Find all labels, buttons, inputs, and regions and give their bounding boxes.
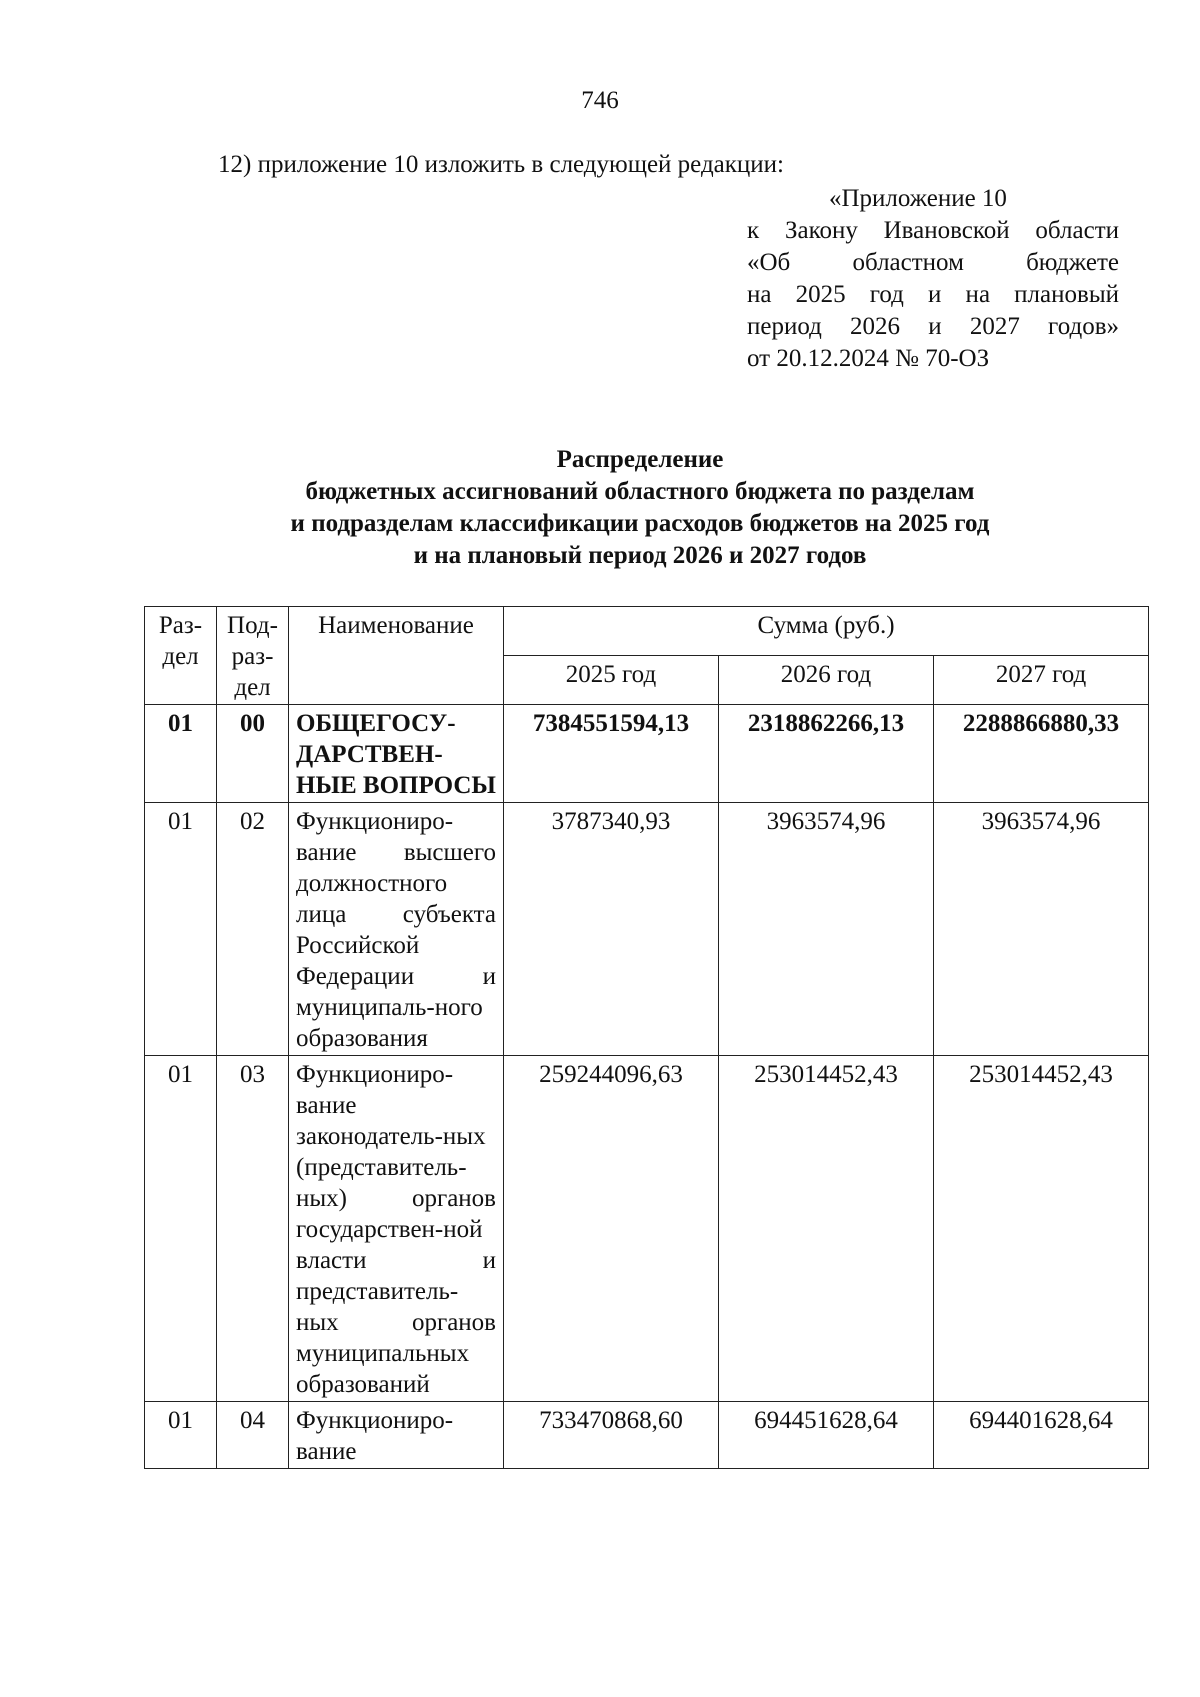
title-line-1: Распределение [556,446,724,473]
row-value-2026: 253014452,43 [719,1056,934,1402]
row-value-2027: 3963574,96 [934,803,1149,1056]
row-value-2027: 694401628,64 [934,1402,1149,1469]
title-line-2: бюджетных ассигнований областного бюджета по разделам [305,478,975,505]
table-row [145,1056,1149,1402]
appendix-line-1: «Приложение 10 [829,185,1007,212]
budget-table [144,606,1149,1469]
row-value-2026: 694451628,64 [719,1402,934,1469]
title-line-3: и подразделам классификации расходов бюджетов на 2025 год [290,510,990,537]
row-subsection: 00 [217,705,289,803]
appendix-line-5: период 2026 и 2027 годов» [747,313,1119,340]
page-number: 746 [581,87,619,114]
row-value-2025: 733470868,60 [504,1402,719,1469]
header-sum: Сумма (руб.) [504,607,1149,656]
row-section: 01 [145,1402,217,1469]
amendment-intro: 12) приложение 10 изложить в следующей редакции: [218,151,784,178]
appendix-line-6: от 20.12.2024 № 70-ОЗ [747,345,990,372]
row-value-2025: 7384551594,13 [504,705,719,803]
header-row-1 [145,607,1149,656]
table-row [145,1402,1149,1469]
row-section: 01 [145,1056,217,1402]
appendix-line-3: «Об областном бюджете [747,249,1119,276]
table-row [145,803,1149,1056]
row-value-2026: 3963574,96 [719,803,934,1056]
row-name: ОБЩЕГОСУ-ДАРСТВЕН-НЫЕ ВОПРОСЫ [289,705,504,803]
row-section: 01 [145,803,217,1056]
table-row [145,705,1149,803]
appendix-line-2: к Закону Ивановской области [747,217,1119,244]
document-title [0,444,1200,572]
appendix-line-4: на 2025 год и на плановый [747,281,1119,308]
row-value-2026: 2318862266,13 [719,705,934,803]
header-section: Раз- дел [145,607,217,705]
row-name: Функциониро-вание [289,1402,504,1469]
row-subsection: 02 [217,803,289,1056]
header-year-2025: 2025 год [504,656,719,705]
appendix-reference [747,183,1119,375]
row-value-2027: 253014452,43 [934,1056,1149,1402]
header-name: Наименование [289,607,504,705]
row-value-2027: 2288866880,33 [934,705,1149,803]
row-name: Функциониро-вание высшего должностного лица субъекта Российской Федерации и муниципаль-ного образования [289,803,504,1056]
header-year-2026: 2026 год [719,656,934,705]
row-subsection: 03 [217,1056,289,1402]
row-section: 01 [145,705,217,803]
header-year-2027: 2027 год [934,656,1149,705]
row-value-2025: 3787340,93 [504,803,719,1056]
row-name: Функциониро-вание законодатель-ных (представитель-ных) органов государствен-ной власти и представитель-ных органов муниципальных образований [289,1056,504,1402]
header-subsection: Под- раз- дел [217,607,289,705]
row-value-2025: 259244096,63 [504,1056,719,1402]
title-line-4: и на плановый период 2026 и 2027 годов [413,542,867,569]
row-subsection: 04 [217,1402,289,1469]
